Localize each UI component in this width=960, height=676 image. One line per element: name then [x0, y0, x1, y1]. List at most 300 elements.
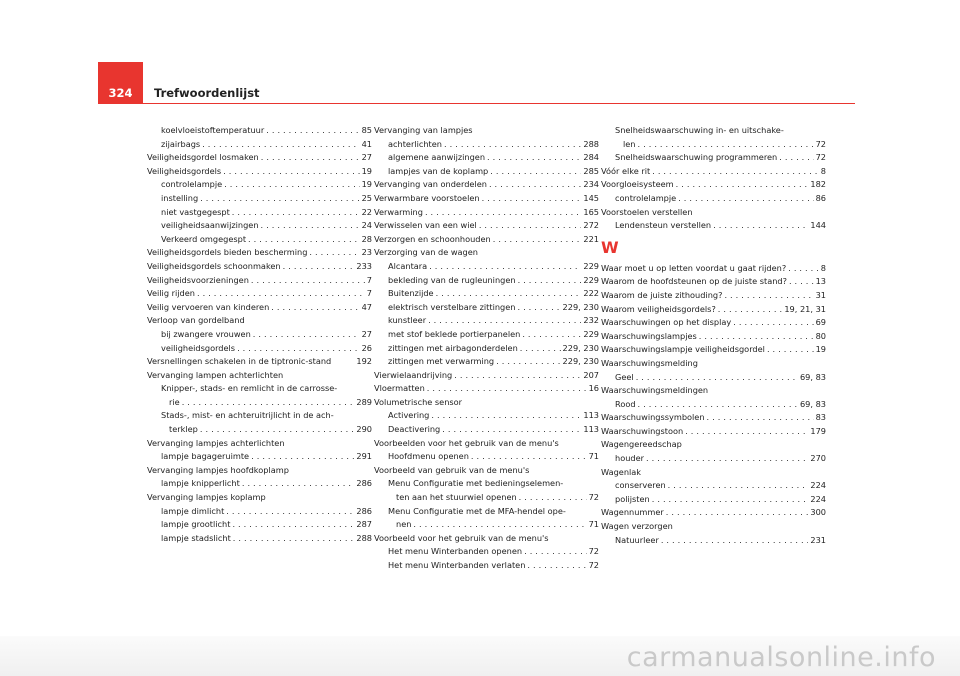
index-entry-term: Verzorgen en schoonhouden [374, 233, 491, 244]
index-entry-term: bekleding van de rugleuningen [388, 274, 516, 285]
index-entry-page: 284 [583, 152, 599, 163]
index-entry [601, 398, 826, 412]
index-entry [601, 165, 826, 179]
index-entry [147, 178, 372, 192]
index-entry-term: Deactivering [388, 424, 441, 435]
index-entry [374, 274, 599, 288]
index-entry-page: 23 [361, 247, 372, 258]
index-heading: Voorbeeld van gebruik van de menu's [374, 464, 530, 475]
index-entry [374, 165, 599, 179]
dot-leader [224, 178, 359, 192]
index-heading: Knipper-, stads- en remlicht in de carrosse- [161, 383, 338, 394]
index-entry-term: nen [396, 519, 412, 530]
dot-leader [223, 165, 359, 179]
index-entry-page: 69 [815, 317, 826, 328]
index-entry [147, 328, 372, 342]
index-heading: Stads-, mist- en achteruitrijlicht in de ach- [161, 410, 334, 421]
index-entry-term: Buitenzijde [388, 288, 434, 299]
index-entry-term: controlelampje [161, 179, 223, 190]
index-entry [374, 491, 599, 505]
index-entry-page: 27 [361, 328, 372, 339]
dot-leader [676, 178, 809, 192]
index-entry-term: Vierwielaandrijving [374, 369, 453, 380]
index-entry [374, 559, 599, 573]
index-entry-page: 179 [810, 425, 826, 436]
index-entry-page: 47 [361, 301, 372, 312]
dot-leader [251, 274, 365, 288]
index-entry-page: 232 [583, 315, 599, 326]
index-entry [147, 206, 372, 220]
dot-leader [436, 287, 582, 301]
index-entry [147, 450, 372, 464]
index-entry-page: 71 [588, 519, 599, 530]
index-entry-page: 192 [356, 356, 372, 367]
index-entry-term: lampje grootlicht [161, 519, 231, 530]
index-entry-term: Waarschuwingslampje veiligheidsgordel [601, 344, 765, 355]
index-entry-page: 224 [810, 480, 826, 491]
dot-leader [646, 452, 808, 466]
index-entry-term: houder [615, 453, 644, 464]
index-entry-term: met stof beklede portierpanelen [388, 328, 521, 339]
index-entry [147, 124, 372, 138]
index-entry-term: achterlichten [388, 138, 442, 149]
dot-leader [413, 518, 586, 532]
index-entry-page: 19, 21, 31 [784, 303, 826, 314]
index-entry-term: lampje dimlicht [161, 505, 225, 516]
index-entry-page: 229 [583, 328, 599, 339]
index-heading: Menu Configuratie met de MFA-hendel ope- [388, 505, 566, 516]
index-entry-term: Waarschuwingstoon [601, 425, 684, 436]
index-entry-term: elektrisch verstelbare zittingen [388, 301, 516, 312]
dot-leader [652, 493, 809, 507]
index-entry-term: Verkeerd omgegespt [161, 233, 247, 244]
dot-leader [638, 138, 814, 152]
dot-leader [685, 425, 808, 439]
index-entry-term: lampje bagageruimte [161, 451, 250, 462]
index-entry [601, 330, 826, 344]
dot-leader [489, 178, 581, 192]
index-entry-page: 80 [815, 330, 826, 341]
index-entry [601, 262, 826, 276]
dot-leader [237, 342, 360, 356]
index-entry [147, 396, 372, 410]
index-entry [147, 342, 372, 356]
index-entry [601, 192, 826, 206]
index-entry [374, 545, 599, 559]
index-entry-page: 207 [583, 369, 599, 380]
index-entry [374, 138, 599, 152]
dot-leader [261, 151, 360, 165]
index-heading: Vervanging lampen achterlichten [147, 369, 284, 380]
index-entry-page: 24 [361, 220, 372, 231]
index-entry-page: 19 [815, 344, 826, 355]
index-entry [601, 493, 826, 507]
dot-leader [496, 355, 560, 369]
dot-leader [251, 450, 354, 464]
index-entry-page: 69, 83 [799, 371, 826, 382]
dot-leader [724, 289, 813, 303]
index-entry [601, 534, 826, 548]
dot-leader [520, 342, 561, 356]
index-entry [147, 151, 372, 165]
index-entry [601, 425, 826, 439]
index-entry [374, 314, 599, 328]
index-entry-page: 229 [583, 260, 599, 271]
index-entry-page: 287 [356, 519, 372, 530]
dot-leader [707, 411, 814, 425]
index-entry [374, 382, 599, 396]
index-entry-term: Veilig rijden [147, 288, 195, 299]
index-entry-page: 41 [361, 138, 372, 149]
index-entry [374, 301, 599, 315]
index-entry-term: Waarschuwingssymbolen [601, 412, 705, 423]
index-entry-page: 72 [815, 138, 826, 149]
index-entry [147, 260, 372, 274]
index-entry-page: 31 [815, 289, 826, 300]
index-entry-term: Verwisselen van een wiel [374, 220, 477, 231]
index-entry-page: 300 [810, 507, 826, 518]
index-entry-page: 229 [583, 274, 599, 285]
index-entry-page: 290 [356, 424, 372, 435]
index-entry-term: Veiligheidsgordels schoonmaken [147, 260, 281, 271]
index-heading: Waarschuwingsmelding [601, 357, 698, 368]
dot-leader [200, 192, 359, 206]
dot-leader [518, 274, 582, 288]
index-entry-page: 221 [583, 233, 599, 244]
index-entry-term: Versnellingen schakelen in de tiptronic-stand [147, 356, 332, 367]
dot-leader [428, 314, 581, 328]
index-entry [601, 411, 826, 425]
index-entry [601, 479, 826, 493]
dot-leader [232, 518, 354, 532]
index-entry-page: 229, 230 [562, 301, 599, 312]
index-entry-term: Waarom de juiste zithouding? [601, 289, 723, 300]
index-entry [601, 316, 826, 330]
index-entry [147, 233, 372, 247]
index-entry [601, 506, 826, 520]
index-entry [374, 151, 599, 165]
index-entry-page: 233 [356, 260, 372, 271]
index-entry [374, 219, 599, 233]
dot-leader [522, 328, 581, 342]
dot-leader [242, 477, 355, 491]
index-entry-term: Snelheidswaarschuwing programmeren [615, 152, 778, 163]
index-heading: Wagenlak [601, 466, 642, 477]
index-column-3 [601, 124, 826, 547]
index-entry [147, 532, 372, 546]
index-entry-page: 72 [588, 492, 599, 503]
index-entry-term: conserveren [615, 480, 666, 491]
index-entry [374, 192, 599, 206]
index-entry-page: 229, 230 [562, 342, 599, 353]
dot-leader [182, 396, 355, 410]
index-entry-term: Waar moet u op letten voordat u gaat rijden? [601, 262, 787, 273]
index-entry-term: kunstleer [388, 315, 427, 326]
index-entry-term: ten aan het stuurwiel openen [396, 492, 517, 503]
index-entry-page: 7 [366, 274, 372, 285]
dot-leader [200, 423, 354, 437]
index-heading: Verloop van gordelband [147, 315, 245, 326]
index-entry-term: Alcantara [388, 260, 428, 271]
index-entry-page: 16 [588, 383, 599, 394]
index-entry-page: 19 [361, 165, 372, 176]
index-entry-term: Veiligheidsgordels bieden bescherming [147, 247, 308, 258]
index-entry [147, 287, 372, 301]
dot-leader [283, 260, 355, 274]
index-entry-page: 289 [356, 396, 372, 407]
index-section-letter: W [601, 237, 619, 257]
index-entry-term: Verwarmbare voorstoelen [374, 192, 480, 203]
dot-leader [517, 301, 560, 315]
index-entry-term: veiligheidsgordels [161, 342, 236, 353]
index-entry [601, 371, 826, 385]
index-entry [147, 423, 372, 437]
index-heading: Voorstoelen verstellen [601, 206, 693, 217]
index-entry-page: 13 [815, 276, 826, 287]
dot-leader [232, 206, 360, 220]
dot-leader [668, 479, 809, 493]
page-header [0, 0, 960, 104]
index-entry-term: terklep [169, 424, 198, 435]
dot-leader [638, 398, 798, 412]
index-entry [374, 355, 599, 369]
index-heading: Wagen verzorgen [601, 521, 673, 532]
dot-leader [788, 262, 819, 276]
index-entry-term: Het menu Winterbanden verlaten [388, 560, 526, 570]
index-entry-page: 286 [356, 478, 372, 489]
index-entry [147, 219, 372, 233]
index-heading: Waarschuwingsmeldingen [601, 385, 709, 396]
dot-leader [493, 233, 582, 247]
index-entry-page: 83 [815, 412, 826, 423]
index-entry-page: 222 [583, 288, 599, 299]
index-heading: Voorbeeld voor het gebruik van de menu's [374, 532, 549, 543]
index-entry-term: zittingen met airbagonderdelen [388, 342, 518, 353]
dot-leader [519, 491, 587, 505]
index-entry-term: Waarom de hoofdsteunen op de juiste stand? [601, 276, 787, 287]
index-entry-page: 69, 83 [799, 398, 826, 409]
index-entry-page: 25 [361, 192, 372, 203]
index-entry-term: lampje stadslicht [161, 532, 231, 543]
dot-leader [226, 505, 354, 519]
dot-leader [487, 151, 581, 165]
index-entry-term: instelling [161, 192, 199, 203]
dot-leader [718, 303, 783, 317]
index-entry [147, 505, 372, 519]
dot-leader [652, 165, 819, 179]
index-heading: Menu Configuratie met bedieningselemen- [388, 478, 564, 489]
dot-leader [524, 545, 586, 559]
index-entry-term: Veiligheidsvoorzieningen [147, 274, 249, 285]
index-entry-term: zittingen met verwarming [388, 356, 495, 367]
index-entry [374, 423, 599, 437]
dot-leader [789, 275, 814, 289]
watermark-bar [0, 636, 960, 676]
index-entry-page: 286 [356, 505, 372, 516]
index-entry-term: Natuurleer [615, 534, 659, 545]
dot-leader [454, 369, 581, 383]
index-entry-term: Hoofdmenu openen [388, 451, 469, 462]
index-entry [601, 289, 826, 303]
index-entry [374, 342, 599, 356]
dot-leader [425, 206, 581, 220]
index-entry-page: 72 [815, 152, 826, 163]
index-entry-term: Waarom veiligheidsgordels? [601, 303, 716, 314]
index-heading: Verzorging van de wagen [374, 247, 478, 258]
index-entry-term: zijairbags [161, 138, 201, 149]
index-entry-page: 182 [810, 179, 826, 190]
dot-leader [490, 165, 581, 179]
index-entry-page: 8 [820, 262, 826, 273]
dot-leader [779, 151, 813, 165]
index-entry-term: Verwarming [374, 206, 423, 217]
index-entry-term: len [623, 138, 636, 149]
index-entry-page: 113 [583, 410, 599, 421]
index-entry-page: 72 [588, 560, 599, 570]
index-entry [147, 192, 372, 206]
index-entry [374, 287, 599, 301]
index-entry-page: 19 [361, 179, 372, 190]
dot-leader [202, 138, 359, 152]
index-entry [147, 355, 372, 369]
dot-leader [248, 233, 360, 247]
index-entry-page: 285 [583, 165, 599, 176]
dot-leader [427, 382, 587, 396]
index-entry-term: Vloermatten [374, 383, 425, 394]
index-entry-page: 22 [361, 206, 372, 217]
index-entry-page: 85 [361, 125, 372, 135]
index-entry [601, 178, 826, 192]
index-entry-page: 7 [366, 288, 372, 299]
index-entry-page: 86 [815, 192, 826, 203]
index-entry-term: Het menu Winterbanden openen [388, 546, 523, 557]
index-entry-term: Waarschuwingslampjes [601, 330, 697, 341]
index-entry-page: 145 [583, 192, 599, 203]
dot-leader [197, 287, 365, 301]
index-entry [374, 450, 599, 464]
index-entry [147, 274, 372, 288]
index-entry [147, 518, 372, 532]
index-entry-term: Veiligheidsgordel losmaken [147, 152, 259, 163]
index-entry-term: veiligheidsaanwijzingen [161, 220, 259, 231]
dot-leader [429, 260, 581, 274]
index-entry-page: 71 [588, 451, 599, 462]
index-heading: Volumetrische sensor [374, 396, 463, 407]
index-entry-term: rie [169, 396, 180, 407]
index-entry [374, 518, 599, 532]
index-entry-term: algemene aanwijzingen [388, 152, 486, 163]
index-entry [147, 301, 372, 315]
index-entry-page: 165 [583, 206, 599, 217]
index-heading: Vervanging lampjes koplamp [147, 492, 266, 503]
index-entry-term: Geel [615, 371, 634, 382]
dot-leader [699, 330, 814, 344]
index-entry-page: 270 [810, 453, 826, 464]
index-heading: Vervanging van lampjes [374, 125, 473, 135]
index-entry-page: 72 [588, 546, 599, 557]
index-entry [147, 165, 372, 179]
header-divider [143, 103, 855, 104]
index-entry-term: niet vastgegespt [161, 206, 230, 217]
index-entry [374, 178, 599, 192]
index-entry [147, 138, 372, 152]
dot-leader [482, 192, 582, 206]
index-entry [601, 151, 826, 165]
dot-leader [442, 423, 581, 437]
index-heading: Vervanging lampjes hoofdkoplamp [147, 464, 289, 475]
watermark-text: carmanualsonline.info [626, 642, 936, 673]
index-column-2 [374, 124, 599, 573]
index-entry-term: Vóór elke rit [601, 165, 651, 176]
index-entry-term: bij zwangere vrouwen [161, 328, 251, 339]
dot-leader [479, 219, 582, 233]
index-entry-page: 26 [361, 342, 372, 353]
index-entry-page: 113 [583, 424, 599, 435]
index-entry-term: lampje knipperlicht [161, 478, 240, 489]
index-entry-term: polijsten [615, 493, 650, 504]
dot-leader [636, 371, 798, 385]
dot-leader [527, 559, 586, 573]
dot-leader [266, 124, 359, 138]
index-heading: Voorbeelden voor het gebruik van de menu's [374, 437, 559, 448]
index-entry-term: Wagennummer [601, 507, 664, 518]
index-entry-term: Veilig vervoeren van kinderen [147, 301, 270, 312]
dot-leader [733, 316, 813, 330]
index-entry-page: 224 [810, 493, 826, 504]
index-entry-term: Rood [615, 398, 636, 409]
index-entry [601, 303, 826, 317]
dot-leader [678, 192, 813, 206]
index-entry-page: 272 [583, 220, 599, 231]
dot-leader [271, 301, 359, 315]
index-heading: Snelheidswaarschuwing in- en uitschake- [615, 125, 784, 135]
index-entry-term: lampjes van de koplamp [388, 165, 489, 176]
index-entry-term: Veiligheidsgordels [147, 165, 222, 176]
index-entry-page: 144 [810, 220, 826, 231]
index-entry-page: 229, 230 [562, 356, 599, 367]
index-heading: Wagengereedschap [601, 439, 682, 450]
index-entry-page: 234 [583, 179, 599, 190]
index-entry-page: 231 [810, 534, 826, 545]
index-entry-page: 288 [583, 138, 599, 149]
index-entry [601, 452, 826, 466]
index-entry-term: Lendensteun verstellen [615, 220, 712, 231]
index-column-1 [147, 124, 372, 545]
index-entry-page: 28 [361, 233, 372, 244]
dot-leader [431, 409, 581, 423]
index-entry [147, 477, 372, 491]
index-entry [374, 409, 599, 423]
dot-leader [233, 532, 355, 546]
index-entry [601, 343, 826, 357]
index-entry-term: controlelampje [615, 192, 677, 203]
index-entry-term: Waarschuwingen op het display [601, 317, 732, 328]
index-entry-page: 27 [361, 152, 372, 163]
index-entry [374, 328, 599, 342]
index-entry [374, 369, 599, 383]
dot-leader [471, 450, 587, 464]
dot-leader [666, 506, 809, 520]
index-entry [147, 246, 372, 260]
index-heading: Vervanging lampjes achterlichten [147, 437, 285, 448]
index-entry [374, 206, 599, 220]
page-title: Trefwoordenlijst [154, 86, 260, 100]
dot-leader [444, 138, 581, 152]
index-entry-term: koelvloeistoftemperatuur [161, 125, 265, 135]
index-entry [601, 275, 826, 289]
index-entry-term: Voorgloeisysteem [601, 179, 674, 190]
dot-leader [713, 219, 808, 233]
